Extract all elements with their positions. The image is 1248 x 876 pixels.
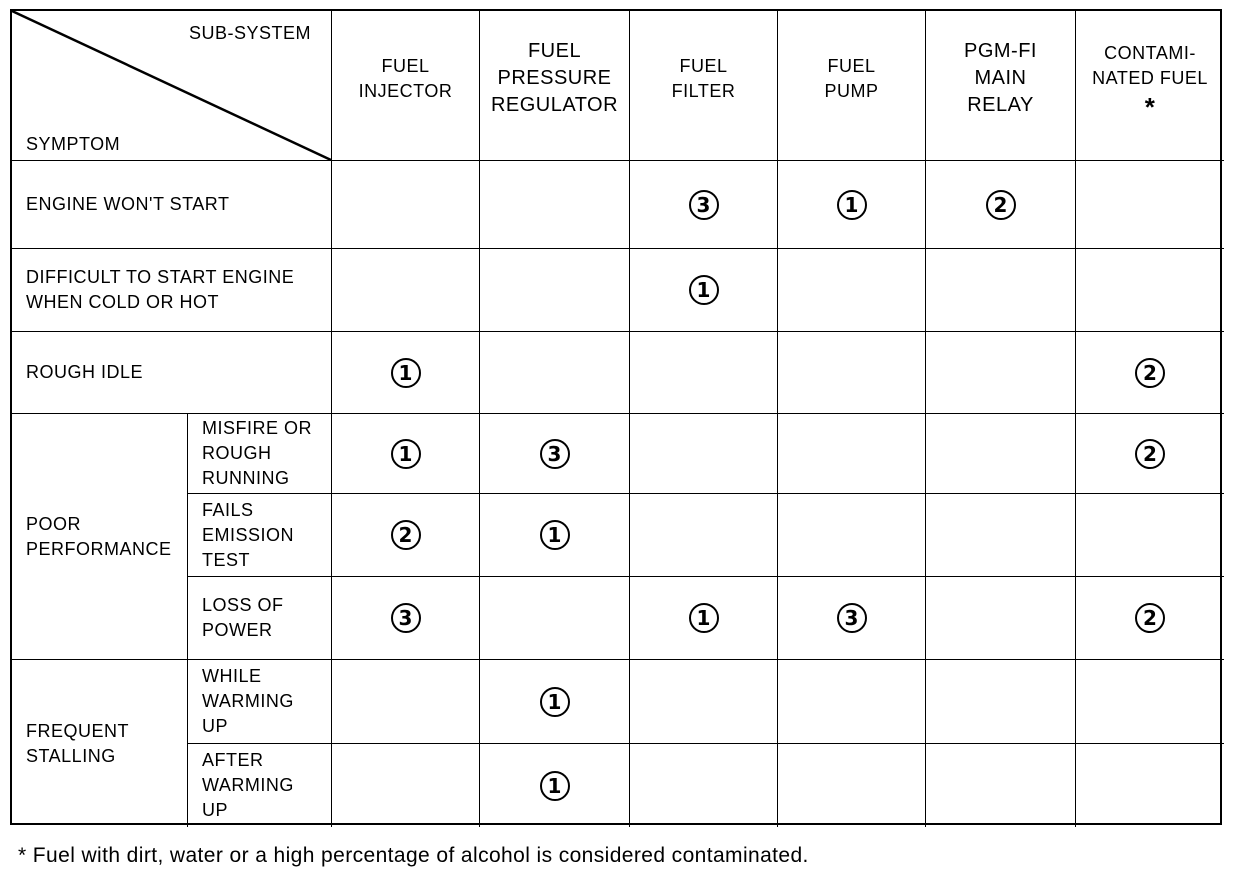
col-header-contaminated-fuel [1076,11,1224,161]
col-header-fuel-injector [332,11,480,161]
mark-cell [332,577,480,660]
priority-mark: 2 [1135,358,1165,388]
row-label-while-warming-up [188,660,332,744]
mark-cell [480,660,630,744]
col-header-line: FUEL [827,55,876,76]
group-label-line: PERFORMANCE [26,538,172,559]
mark-cell [778,332,926,414]
mark-cell [1076,249,1224,332]
mark-cell [926,494,1076,577]
mark-cell [480,494,630,577]
row-label-engine-wont-start [12,161,332,249]
mark-cell [630,577,778,660]
col-header-pgm-fi-main-relay [926,11,1076,161]
col-header-line: CONTAMI- [1104,42,1196,63]
col-header-line: RELAY [967,94,1034,116]
mark-cell [778,414,926,494]
mark-cell [630,249,778,332]
priority-mark: 3 [391,603,421,633]
mark-cell [1076,660,1224,744]
mark-cell [480,249,630,332]
priority-mark: 3 [689,190,719,220]
priority-mark: 1 [391,439,421,469]
priority-mark: 2 [1135,439,1165,469]
mark-cell [630,332,778,414]
row-label-line: DIFFICULT TO START ENGINE [26,267,295,287]
row-label-rough-idle [12,332,332,414]
mark-cell [480,332,630,414]
col-header-line: PUMP [824,80,879,101]
col-header-fuel-filter [630,11,778,161]
priority-mark: 3 [837,603,867,633]
mark-cell [332,161,480,249]
mark-cell [630,414,778,494]
row-label-line: UP [202,800,229,820]
mark-cell [480,577,630,660]
col-header-line: FILTER [671,80,736,101]
mark-cell [630,161,778,249]
priority-mark: 3 [540,439,570,469]
row-label-line: RUNNING [202,468,290,488]
mark-cell [778,161,926,249]
priority-mark: 1 [837,190,867,220]
row-label-line: MISFIRE OR [202,418,313,438]
row-label-line: WARMING [202,775,294,795]
mark-cell [480,744,630,827]
row-label-loss-of-power [188,577,332,660]
mark-cell [1076,577,1224,660]
priority-mark: 1 [391,358,421,388]
corner-header-cell [12,11,332,161]
mark-cell [926,577,1076,660]
group-label-line: FREQUENT [26,720,129,741]
row-label-misfire [188,414,332,494]
col-header-fuel-pressure-regulator [480,11,630,161]
row-label-line: WHEN COLD OR HOT [26,292,220,312]
mark-cell [926,332,1076,414]
row-label-line: FAILS [202,499,254,520]
row-label-difficult-to-start [12,249,332,332]
priority-mark: 2 [986,190,1016,220]
priority-mark: 1 [689,275,719,305]
row-label-line: LOSS OF [202,595,284,615]
mark-cell [778,249,926,332]
row-label-line: ROUGH IDLE [26,362,144,382]
col-header-line: FUEL [381,55,430,76]
mark-cell [480,161,630,249]
mark-cell [1076,332,1224,414]
subsystem-label: SUB-SYSTEM [188,23,311,43]
priority-mark: 1 [689,603,719,633]
mark-cell [926,161,1076,249]
mark-cell [778,744,926,827]
group-label-poor-performance [12,414,188,660]
troubleshooting-table [10,9,1222,825]
mark-cell [332,744,480,827]
priority-mark: 2 [1135,603,1165,633]
row-label-line: AFTER [202,750,264,770]
priority-mark: 2 [391,520,421,550]
mark-cell [480,414,630,494]
row-label-after-warming-up [188,744,332,827]
row-label-line: TEST [202,549,251,570]
asterisk-marker: * [1144,91,1156,122]
group-label-frequent-stalling [12,660,188,827]
col-header-line: NATED FUEL [1092,67,1208,88]
priority-mark: 1 [540,687,570,717]
mark-cell [630,744,778,827]
row-label-line: WHILE [202,666,262,686]
priority-mark: 1 [540,771,570,801]
mark-cell [926,660,1076,744]
col-header-line: PGM-FI [964,40,1037,62]
mark-cell [332,414,480,494]
col-header-line: FUEL [679,55,728,76]
col-header-line: FUEL [527,40,582,62]
row-label-line: ROUGH [202,443,272,463]
col-header-line: INJECTOR [358,80,453,101]
mark-cell [1076,161,1224,249]
group-label-line: POOR [26,513,82,534]
mark-cell [630,494,778,577]
mark-cell [332,332,480,414]
row-label-line: WARMING [202,691,294,711]
mark-cell [1076,494,1224,577]
row-label-line: ENGINE WON'T START [26,194,230,214]
col-header-line: REGULATOR [490,94,619,116]
mark-cell [778,494,926,577]
footnote: * Fuel with dirt, water or a high percentage of alcohol is considered contaminated. [18,844,809,867]
mark-cell [778,660,926,744]
mark-cell [630,660,778,744]
mark-cell [332,249,480,332]
mark-cell [332,660,480,744]
mark-cell [1076,414,1224,494]
mark-cell [926,249,1076,332]
mark-cell [1076,744,1224,827]
row-label-line: POWER [202,620,273,640]
col-header-line: PRESSURE [497,67,612,89]
priority-mark: 1 [540,520,570,550]
row-label-fails-emission [188,494,332,577]
row-label-line: UP [202,716,229,736]
col-header-fuel-pump [778,11,926,161]
group-label-line: STALLING [26,745,116,766]
mark-cell [332,494,480,577]
mark-cell [778,577,926,660]
mark-cell [926,744,1076,827]
symptom-label: SYMPTOM [26,134,121,154]
row-label-line: EMISSION [202,524,295,545]
mark-cell [926,414,1076,494]
col-header-line: MAIN [974,67,1027,89]
